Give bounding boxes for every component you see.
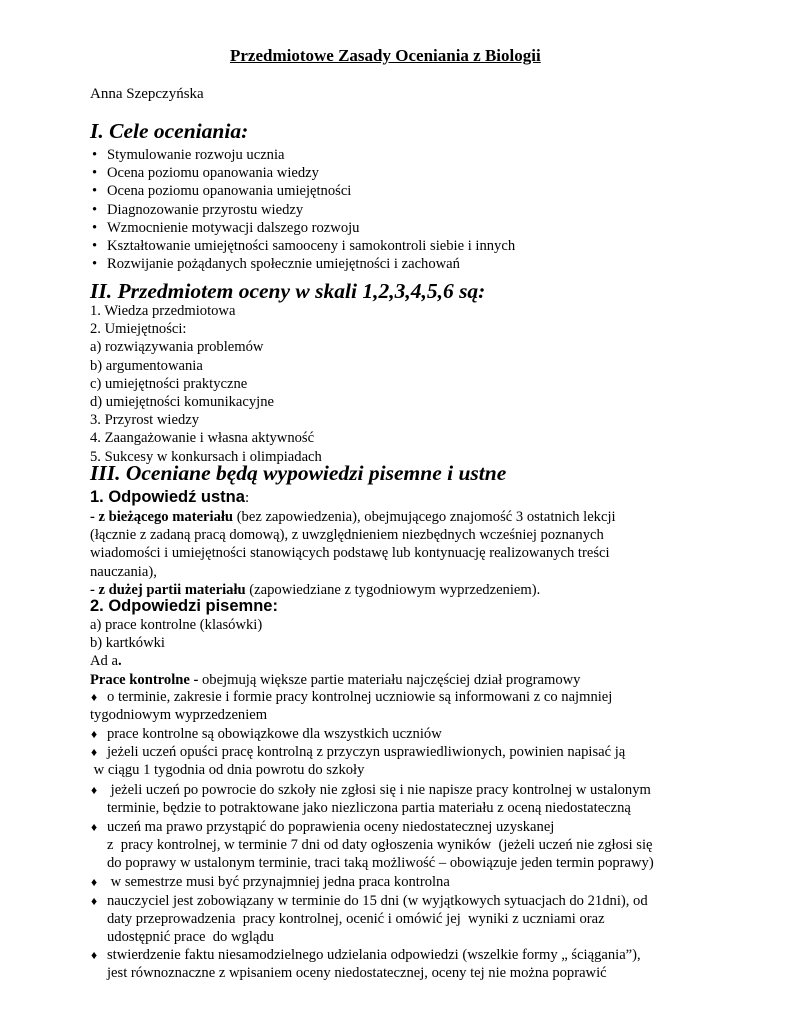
rule-line: prace kontrolne są obowiązkowe dla wszystkich uczniów [107, 726, 442, 742]
diamond-bullet-icon: ♦ [91, 745, 98, 759]
diamond-bullet-icon: ♦ [91, 727, 98, 741]
list-item: • Ocena poziomu opanowania umiejętności [90, 182, 515, 200]
rule-item [90, 725, 442, 743]
text: (zapowiedziane z tygodniowym wyprzedzeniem). [245, 581, 541, 598]
rule-line: jest równoznaczne z wpisaniem oceny niedostatecznej, oceny tej nie można poprawić [107, 965, 607, 982]
oral-heading-text: 1. Odpowiedź ustna [90, 488, 245, 506]
list-item: • Ocena poziomu opanowania wiedzy [90, 164, 515, 182]
list-item: a) prace kontrolne (klasówki) [90, 617, 263, 633]
list-item: • Kształtowanie umiejętności samooceny i samokontroli siebie i innych [90, 237, 515, 255]
list-item: 3. Przyrost wiedzy [90, 412, 200, 429]
rule-item [90, 781, 651, 817]
diamond-bullet-icon: ♦ [91, 894, 98, 908]
section-heading: I. Cele oceniania: [90, 119, 249, 143]
rule-item [90, 743, 625, 779]
rule-item [90, 688, 612, 724]
bold-phrase: Prace kontrolne - [90, 671, 199, 688]
written-heading: 2. Odpowiedzi pisemne: [90, 597, 278, 615]
written-section [90, 596, 580, 689]
rule-item [90, 892, 648, 947]
diamond-bullet-icon: ♦ [91, 875, 98, 889]
prace-kontrolne-line [90, 671, 580, 689]
oral-heading-colon: : [244, 490, 250, 506]
rule-item [90, 818, 654, 873]
document-title: Przedmiotowe Zasady Oceniania z Biologii [230, 46, 541, 65]
list-item: • Rozwijanie pożądanych społecznie umiejętności i zachowań [90, 255, 515, 273]
bold-phrase: - z dużej partii materiału [90, 581, 246, 598]
rule-item [90, 946, 641, 982]
rule-line: tygodniowym wyprzedzeniem [90, 707, 268, 724]
assessment-list [90, 302, 485, 466]
list-item: b) argumentowania [90, 357, 203, 374]
list-item: c) umiejętności praktyczne [90, 375, 248, 392]
section-cele [90, 118, 515, 273]
rule-line: w semestrze musi być przynajmniej jedna praca kontrolna [107, 874, 450, 890]
oral-paragraph-line [90, 508, 616, 526]
ad-label-line [90, 652, 580, 670]
list-item: • Stymulowanie rozwoju ucznia [90, 146, 515, 164]
rule-line: w ciągu 1 tygodnia od dnia powrotu do szkoły [90, 762, 365, 779]
rule-line: stwierdzenie faktu niesamodzielnego udzielania odpowiedzi (wszelkie formy „ ściągania”), [107, 947, 641, 963]
oral-paragraph-line: (łącznie z zadaną pracą domową), z uwzględnieniem niezbędnych wcześniej poznanych [90, 527, 604, 544]
rule-line: z pracy kontrolnej, w terminie 7 dni od daty ogłoszenia wyników (jeżeli uczeń nie zgłosi się [107, 837, 653, 854]
list-item: • Wzmocnienie motywacji dalszego rozwoju [90, 219, 515, 237]
rule-line: jeżeli uczeń po powrocie do szkoły nie zgłosi się i nie napisze pracy kontrolnej w ustalonym [107, 782, 651, 798]
section-heading: II. Przedmiotem oceny w skali 1,2,3,4,5,6 są: [90, 279, 486, 303]
section-wypowiedzi [90, 460, 616, 599]
list-item: d) umiejętności komunikacyjne [90, 394, 274, 411]
list-item: b) kartkówki [90, 635, 165, 652]
diamond-bullet-icon: ♦ [91, 820, 98, 834]
ad-label: Ad a [90, 653, 118, 670]
rule-line: uczeń ma prawo przystąpić do poprawienia oceny niedostatecznej uzyskanej [107, 819, 555, 835]
rule-line: terminie, będzie to potraktowane jako niezliczona partia materiału z oceną niedostateczną [107, 800, 631, 817]
text: obejmują większe partie materiału najczęściej dział programowy [198, 671, 581, 688]
rule-line: daty przeprowadzenia pracy kontrolnej, ocenić i omówić jej wyniki z uczniami oraz [107, 911, 605, 928]
oral-paragraph-line: nauczania), [90, 563, 157, 580]
diamond-bullet-icon: ♦ [91, 948, 98, 962]
oral-paragraph-line: wiadomości i umiejętności stanowiących podstawę lub kontynuację realizowanych treści [90, 545, 610, 562]
diamond-bullet-icon: ♦ [91, 690, 98, 704]
rule-line: nauczyciel jest zobowiązany w terminie do 15 dni (w wyjątkowych sytuacjach do 21dni), od [107, 893, 648, 909]
section-heading: III. Oceniane będą wypowiedzi pisemne i ustne [90, 461, 507, 485]
list-item: 2. Umiejętności: [90, 321, 187, 338]
rule-line: jeżeli uczeń opuści pracę kontrolną z przyczyn usprawiedliwionych, powinien napisać ją [107, 744, 626, 760]
rule-line: do poprawy w ustalonym terminie, traci taką możliwość – obowiązuje jeden termin poprawy) [107, 855, 654, 872]
ad-dot: . [117, 653, 122, 670]
rule-line: o terminie, zakresie i formie pracy kontrolnej uczniowie są informowani z co najmniej [107, 689, 613, 705]
list-item: 1. Wiedza przedmiotowa [90, 303, 236, 319]
rule-item [90, 873, 450, 891]
bold-phrase: - z bieżącego materiału [90, 509, 234, 525]
list-item: 5. Sukcesy w konkursach i olimpiadach [90, 448, 322, 465]
diamond-bullet-icon: ♦ [91, 783, 98, 797]
author-name: Anna Szepczyńska [90, 86, 204, 102]
list-item: • Diagnozowanie przyrostu wiedzy [90, 201, 515, 219]
goals-list [90, 146, 515, 273]
section-przedmiot [90, 278, 485, 466]
text: (bez zapowiedzenia), obejmującego znajomość 3 ostatnich lekcji [233, 509, 616, 525]
rule-line: udostępnić prace do wglądu [107, 929, 274, 946]
oral-heading [90, 487, 616, 508]
list-item: 4. Zaangażowanie i własna aktywność [90, 430, 315, 447]
list-item: a) rozwiązywania problemów [90, 339, 264, 356]
